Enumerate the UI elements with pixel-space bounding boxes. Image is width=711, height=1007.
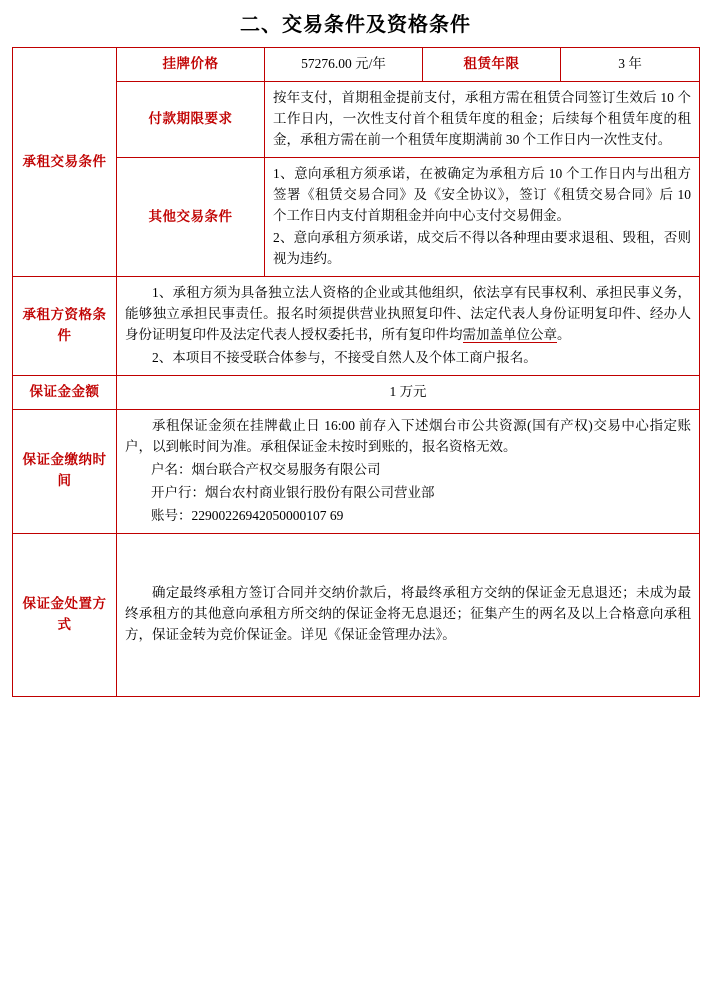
qualification-item-1-part-c: 。 xyxy=(557,327,571,343)
price-label: 挂牌价格 xyxy=(117,48,265,82)
deposit-handling-paragraph: 确定最终承租方签订合同并交纳价款后，将最终承租方交纳的保证金无息退还；未成为最终承租方的其他意向承租方所交纳的保证金将无息退还；征集产生的两名及以上合格意向承租方，保证金转为竞价保证金。详见《保证金管理办法》。 xyxy=(125,585,691,642)
table-row xyxy=(13,375,700,409)
deposit-account-name-label: 户名： xyxy=(151,461,192,477)
table-row xyxy=(13,157,700,277)
other-conditions-text xyxy=(265,157,700,277)
other-conditions-item-2: 2、意向承租方须承诺，成交后不得以各种理由要求退租、毁租，否则视为违约。 xyxy=(273,230,691,267)
deposit-handling-label: 保证金处置方式 xyxy=(13,533,117,696)
deposit-number-value: 22900226942050000107 69 xyxy=(191,507,344,523)
deposit-bank-line xyxy=(151,483,691,504)
qualification-item-1-emphasis: 需加盖单位公章 xyxy=(462,327,557,343)
qualification-item-1 xyxy=(125,283,691,346)
table-row xyxy=(13,409,700,533)
qualification-label: 承租方资格条件 xyxy=(13,277,117,376)
document-page xyxy=(0,8,711,697)
other-conditions-label: 其他交易条件 xyxy=(117,157,265,277)
table-row xyxy=(13,277,700,376)
price-value: 57276.00 元/年 xyxy=(265,48,423,82)
table-row xyxy=(13,533,700,696)
deposit-number-label: 账号： xyxy=(151,507,192,523)
deposit-amount-label: 保证金金额 xyxy=(13,375,117,409)
deposit-amount-value: 1 万元 xyxy=(117,375,700,409)
qualification-item-1-part-a: 1、承租方须为具备独立法人资格的企业或其他组织，依法享有民事权利、承担民事义务，能够独立承担民事责任。报名时须提供营业执照复印件、法定代表人身份证明复印件、经办人身份证明复印件及法定代表人授权委托书，所有复印件均 xyxy=(125,285,691,343)
conditions-table xyxy=(12,47,700,697)
lease-conditions-label: 承租交易条件 xyxy=(13,48,117,277)
table-row xyxy=(13,48,700,82)
deposit-account-name-value: 烟台联合产权交易服务有限公司 xyxy=(191,461,381,477)
payment-term-label: 付款期限要求 xyxy=(117,81,265,157)
deposit-time-text xyxy=(117,409,700,533)
qualification-text xyxy=(117,277,700,376)
deposit-time-paragraph: 承租保证金须在挂牌截止日 16:00 前存入下述烟台市公共资源(国有产权)交易中心指定账户，以到帐时间为准。承租保证金未按时到账的，报名资格无效。 xyxy=(125,417,691,454)
deposit-bank-label: 开户行： xyxy=(151,484,205,500)
deposit-time-label: 保证金缴纳时间 xyxy=(13,409,117,533)
other-conditions-item-1: 1、意向承租方须承诺，在被确定为承租方后 10 个工作日内与出租方签署《租赁交易合同》及《安全协议》，签订《租赁交易合同》后 10 个工作日内支付首期租金并向中心支付交易佣金。 xyxy=(273,165,691,223)
term-value: 3 年 xyxy=(561,48,700,82)
deposit-handling-text xyxy=(117,533,700,696)
page-title: 二、交易条件及资格条件 xyxy=(240,14,471,36)
table-row xyxy=(13,81,700,157)
deposit-number-line xyxy=(151,506,691,527)
deposit-bank-value: 烟台农村商业银行股份有限公司营业部 xyxy=(205,484,435,500)
term-label: 租赁年限 xyxy=(423,48,561,82)
deposit-account-name-line xyxy=(151,460,691,481)
payment-term-text: 按年支付，首期租金提前支付，承租方需在租赁合同签订生效后 10 个工作日内，一次性支付首个租赁年度的租金；后续每个租赁年度的租金，承租方需在前一个租赁年度期满前 30 个工作日内一次性支付。 xyxy=(265,81,700,157)
qualification-item-2: 2、本项目不接受联合体参与，不接受自然人及个体工商户报名。 xyxy=(152,350,537,366)
